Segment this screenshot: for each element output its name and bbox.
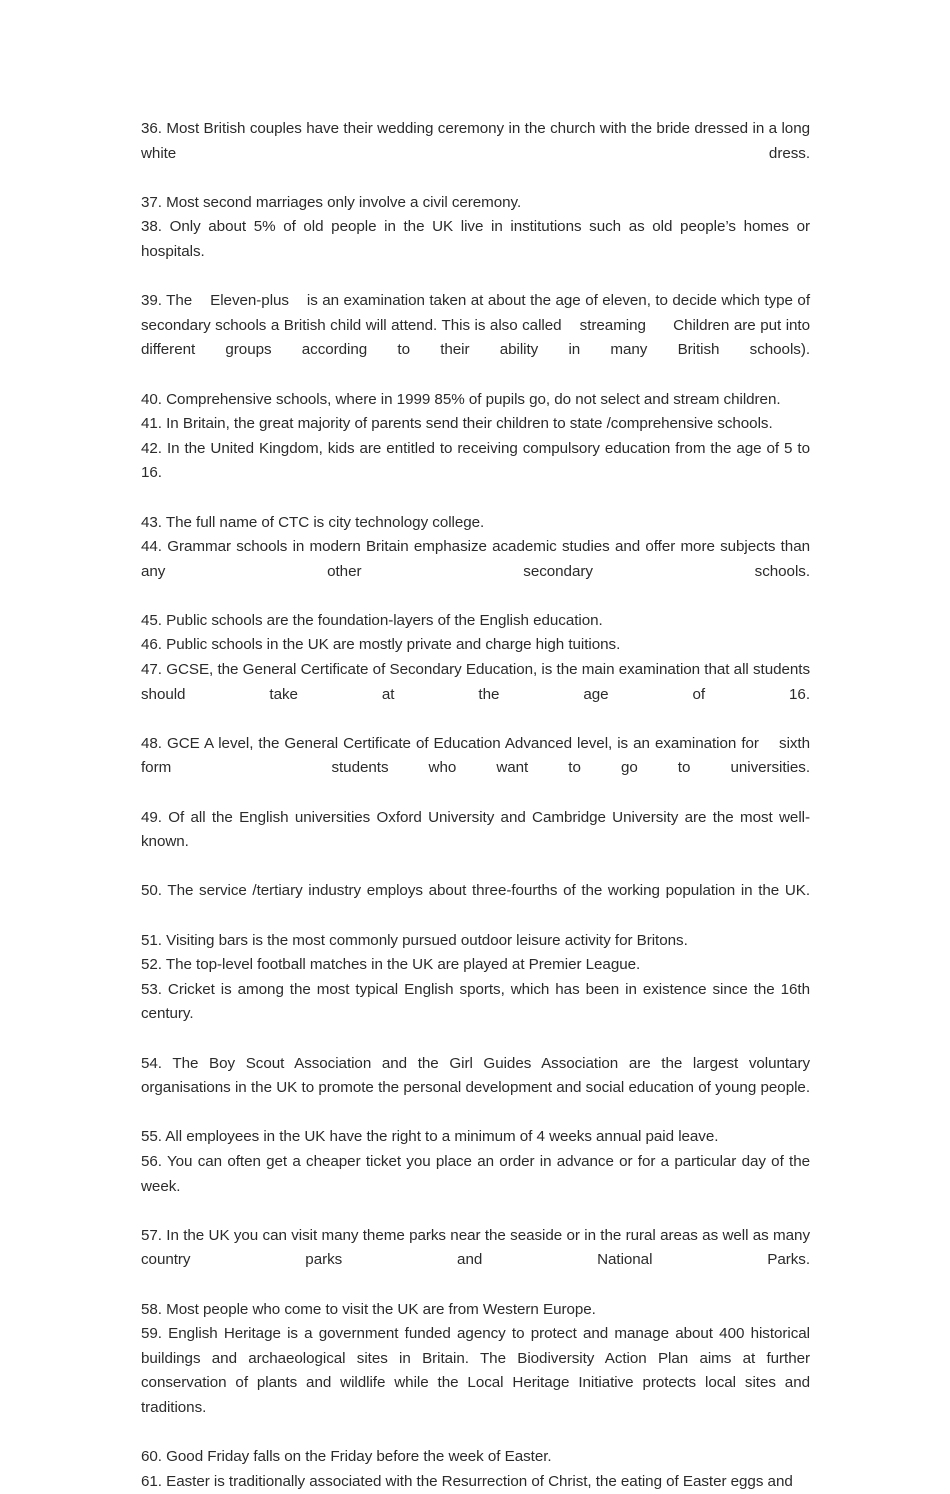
statement-item: 45. Public schools are the foundation-layers of the English education. — [141, 611, 603, 629]
statement-item: 49. Of all the English universities Oxford University and Cambridge University are the most well-known. — [141, 808, 810, 851]
statement-item: 38. Only about 5% of old people in the UK live in institutions such as old people’s homes or hospitals. — [141, 218, 815, 260]
statement-item: 58. Most people who come to visit the UK are from Western Europe. — [141, 1300, 596, 1318]
statement-item: 44. Grammar schools in modern Britain emphasize academic studies and offer more subjects than any other secondary schools. — [141, 538, 815, 580]
statement-item: 47. GCSE, the General Certificate of Secondary Education, is the main examination that all students should take at the age of 16. — [141, 661, 815, 703]
statement-item: 55. All employees in the UK have the right to a minimum of 4 weeks annual paid leave. — [141, 1128, 719, 1146]
statement-item: 40. Comprehensive schools, where in 1999 85% of pupils go, do not select and stream children. — [141, 390, 781, 408]
statement-list — [141, 117, 815, 1494]
statement-item: 46. Public schools in the UK are mostly private and charge high tuitions. — [141, 636, 621, 654]
statement-item: 59. English Heritage is a government funded agency to protect and manage about 400 historical buildings and archaeological sites in Britain. The Biodiversity Action Plan aims at further conservation of plants and wildlife while the Local Heritage Initiative protects local sites and traditions. — [141, 1325, 815, 1416]
statement-item: 50. The service /tertiary industry employs about three-fourths of the working population in the UK. — [141, 882, 810, 900]
statement-item: 51. Visiting bars is the most commonly pursued outdoor leisure activity for Britons. — [141, 931, 688, 949]
statement-item: 36. Most British couples have their wedding ceremony in the church with the bride dressed in a long white dress. — [141, 120, 815, 162]
statement-item: 60. Good Friday falls on the Friday before the week of Easter. — [141, 1448, 552, 1466]
statement-item: 52. The top-level football matches in the UK are played at Premier League. — [141, 956, 641, 974]
statement-item: 57. In the UK you can visit many theme parks near the seaside or in the rural areas as well as many country parks and National Parks. — [141, 1226, 815, 1269]
statement-item: 54. The Boy Scout Association and the Girl Guides Association are the largest voluntary organisations in the UK to promote the personal development and social education of young people. — [141, 1054, 815, 1097]
statement-item: 41. In Britain, the great majority of parents send their children to state /comprehensive schools. — [141, 415, 773, 433]
statement-item: 53. Cricket is among the most typical English sports, which has been in existence since the 16th century. — [141, 980, 815, 1023]
statement-item: 61. Easter is traditionally associated with the Resurrection of Christ, the eating of Easter eggs and — [141, 1472, 793, 1490]
statement-item: 48. GCE A level, the General Certificate of Education Advanced level, is an examination for sixth form students who want to go to universities. — [141, 734, 815, 777]
statement-item: 43. The full name of CTC is city technology college. — [141, 513, 485, 531]
statement-item: 42. In the United Kingdom, kids are entitled to receiving compulsory education from the age of 5 to 16. — [141, 439, 815, 482]
statement-item: 37. Most second marriages only involve a civil ceremony. — [141, 193, 522, 211]
statement-item: 56. You can often get a cheaper ticket you place an order in advance or for a particular day of the week. — [141, 1152, 815, 1195]
statement-item: 39. The Eleven-plus is an examination taken at about the age of eleven, to decide which type of secondary schools a British child will attend. This is also called streaming Children are put into different groups according to their ability in many British schools). — [141, 292, 815, 359]
